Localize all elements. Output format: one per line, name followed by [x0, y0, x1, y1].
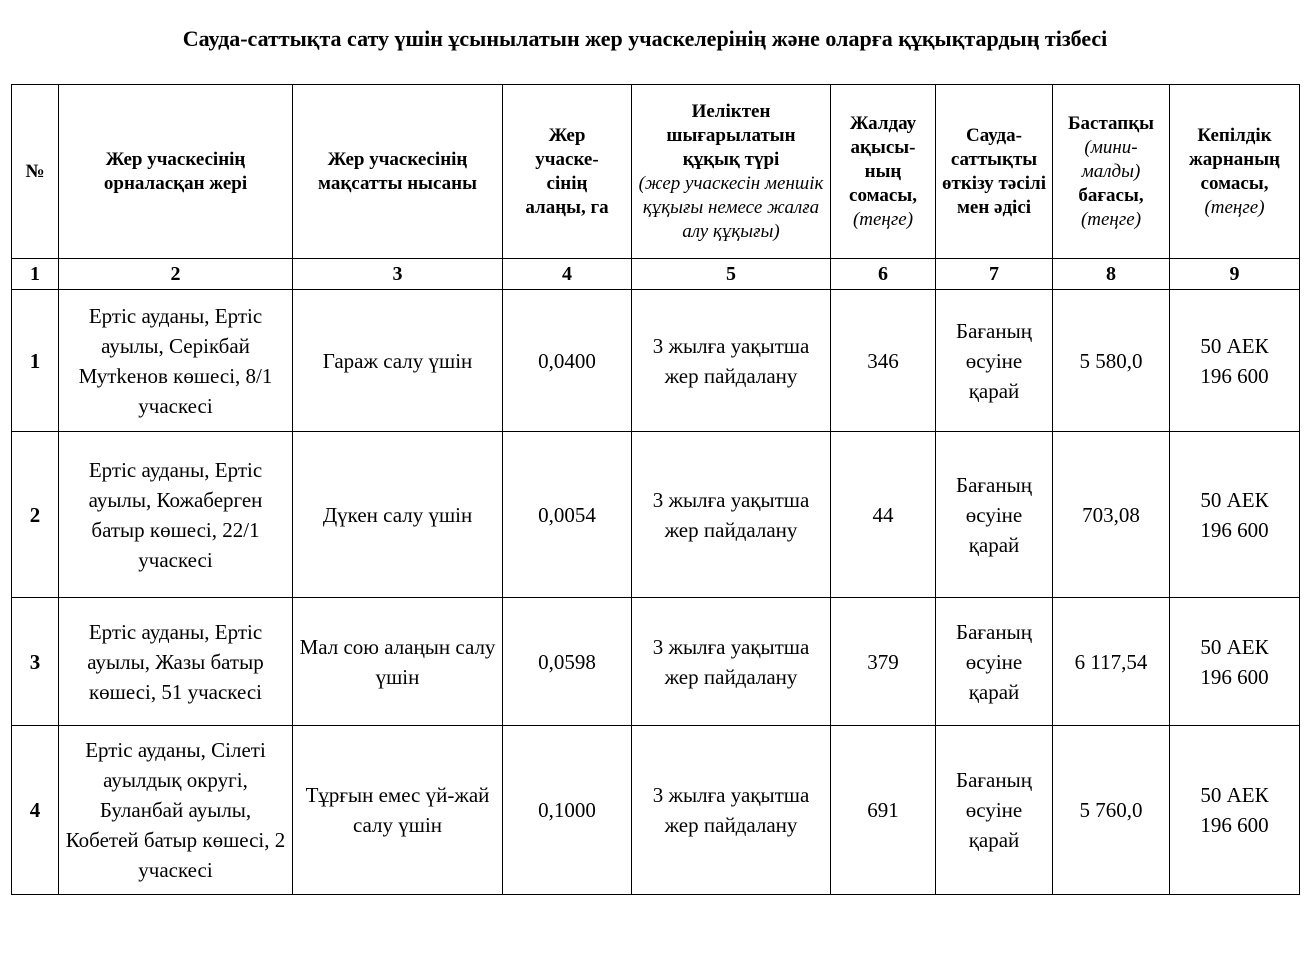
header-rent-main: Жалдау ақысы-ның сомасы,	[849, 112, 917, 206]
column-number: 4	[503, 259, 632, 290]
row-right-type: 3 жылға уақытша жер пайдалану	[632, 598, 831, 726]
header-rent	[831, 85, 936, 259]
header-price-main: Бастапқы	[1067, 112, 1155, 134]
row-right-type: 3 жылға уақытша жер пайдалану	[632, 432, 831, 598]
row-deposit-mci: 50 АЕК	[1200, 634, 1269, 659]
row-deposit-amount: 196 600	[1200, 813, 1269, 837]
row-price: 5 760,0	[1053, 726, 1170, 895]
table-row	[12, 432, 1300, 598]
row-rent: 44	[831, 432, 936, 598]
row-number: 3	[12, 598, 59, 726]
header-price-main-2: бағасы,	[1078, 184, 1144, 206]
row-location: Ертіс ауданы, Сілеті ауылдық округі, Буланбай ауылы, Кобетей батыр көшесі, 2 учаскесі	[59, 726, 293, 895]
header-deposit-main: Кепілдік жарнаның сомасы,	[1188, 124, 1281, 194]
table-row	[12, 726, 1300, 895]
row-deposit-mci: 50 АЕК	[1200, 487, 1269, 512]
header-method: Сауда-саттықты өткізу тәсілі мен әдісі	[936, 85, 1053, 259]
table-row	[12, 598, 1300, 726]
row-rent: 346	[831, 290, 936, 432]
row-purpose: Тұрғын емес үй-жай салу үшін	[293, 726, 503, 895]
header-price-note: (мини-малды)	[1081, 136, 1141, 182]
header-price-unit: (теңге)	[1080, 208, 1142, 230]
header-number: №	[12, 85, 59, 259]
row-deposit-mci: 50 АЕК	[1200, 333, 1269, 358]
row-price: 6 117,54	[1053, 598, 1170, 726]
row-price: 703,08	[1053, 432, 1170, 598]
row-rent: 691	[831, 726, 936, 895]
row-price: 5 580,0	[1053, 290, 1170, 432]
header-rent-unit: (теңге)	[852, 208, 914, 230]
row-location: Ертіс ауданы, Ертіс ауылы, Кожаберген батыр көшесі, 22/1 учаскесі	[59, 432, 293, 598]
row-method: Бағаның өсуіне қарай	[936, 290, 1053, 432]
row-deposit-amount: 196 600	[1200, 517, 1269, 542]
header-deposit-unit: (теңге)	[1204, 196, 1265, 218]
column-number: 2	[59, 259, 293, 290]
header-right-type-main: Иеліктен шығарылатын құқық түрі	[666, 100, 796, 170]
row-number: 4	[12, 726, 59, 895]
row-purpose: Мал сою алаңын салу үшін	[293, 598, 503, 726]
row-deposit	[1170, 726, 1300, 895]
document-title: Сауда-саттықта сату үшін ұсынылатын жер учаскелерінің және оларға құқықтардың тізбесі	[182, 26, 1108, 51]
row-area: 0,1000	[503, 726, 632, 895]
row-purpose: Дүкен салу үшін	[293, 432, 503, 598]
row-right-type: 3 жылға уақытша жер пайдалану	[632, 726, 831, 895]
row-location: Ертіс ауданы, Ертіс ауылы, Жазы батыр көшесі, 51 учаскесі	[59, 598, 293, 726]
column-number: 5	[632, 259, 831, 290]
row-location: Ертіс ауданы, Ертіс ауылы, Серікбай Мутkенов көшесі, 8/1 учаскесі	[59, 290, 293, 432]
header-right-type-note: (жер учаскесін меншік құқығы немесе жалға алу құқығы)	[638, 172, 824, 242]
column-number: 7	[936, 259, 1053, 290]
header-deposit	[1170, 85, 1300, 259]
row-deposit	[1170, 432, 1300, 598]
row-number: 2	[12, 432, 59, 598]
header-purpose: Жер учаскесінің мақсатты нысаны	[293, 85, 503, 259]
column-number: 9	[1170, 259, 1300, 290]
column-number: 3	[293, 259, 503, 290]
row-deposit	[1170, 290, 1300, 432]
header-location: Жер учаскесінің орналасқан жері	[59, 85, 293, 259]
row-deposit-mci: 50 АЕК	[1200, 783, 1269, 807]
row-method: Бағаның өсуіне қарай	[936, 598, 1053, 726]
header-right-type	[632, 85, 831, 259]
row-number: 1	[12, 290, 59, 432]
table-row	[12, 290, 1300, 432]
row-area: 0,0054	[503, 432, 632, 598]
header-price	[1053, 85, 1170, 259]
row-method: Бағаның өсуіне қарай	[936, 432, 1053, 598]
row-area: 0,0598	[503, 598, 632, 726]
column-number: 1	[12, 259, 59, 290]
row-area: 0,0400	[503, 290, 632, 432]
row-purpose: Гараж салу үшін	[293, 290, 503, 432]
row-deposit-amount: 196 600	[1200, 363, 1269, 388]
row-method: Бағаның өсуіне қарай	[936, 726, 1053, 895]
header-row	[12, 85, 1300, 259]
column-number: 8	[1053, 259, 1170, 290]
land-plots-table	[11, 84, 1300, 895]
row-deposit	[1170, 598, 1300, 726]
column-number: 6	[831, 259, 936, 290]
row-rent: 379	[831, 598, 936, 726]
column-number-row	[12, 259, 1300, 290]
row-right-type: 3 жылға уақытша жер пайдалану	[632, 290, 831, 432]
row-deposit-amount: 196 600	[1200, 664, 1269, 689]
header-area: Жер учаске-сінің алаңы, га	[503, 85, 632, 259]
